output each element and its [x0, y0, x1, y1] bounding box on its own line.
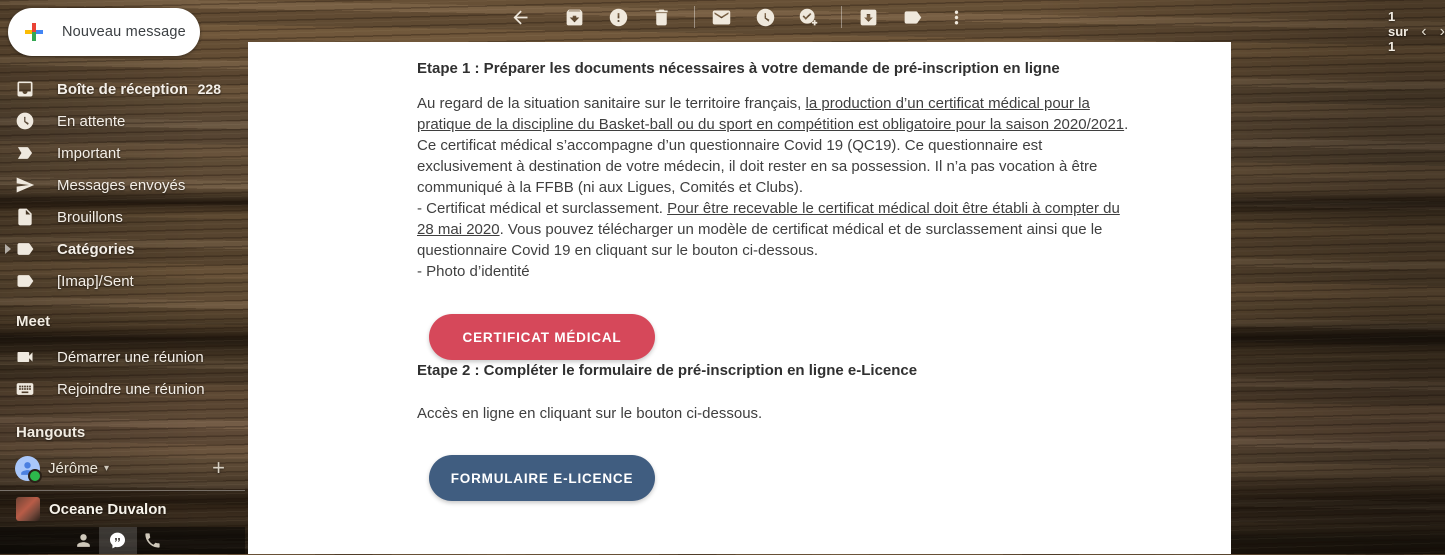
pagination — [1388, 9, 1445, 54]
more-options-icon[interactable] — [944, 5, 968, 29]
step2-heading: Etape 2 : Compléter le formulaire de pré-inscription en ligne e-Licence — [417, 362, 918, 379]
hangouts-bottom-bar — [0, 527, 245, 554]
toolbar-separator — [694, 6, 695, 28]
phone-icon[interactable] — [143, 531, 163, 551]
sidebar-item-drafts[interactable] — [0, 201, 245, 233]
paragraph-text: . Ce certificat médical s’accompagne d’un questionnaire Covid 19 (QC19). Ce questionnaire est exclusivement à destination de votre médecin, il doit rester en sa possession. Il n’a pas vocation à être communiqué à la FFBB (ni aux Ligues, Comités et Clubs). — [417, 116, 1129, 196]
mark-unread-icon[interactable] — [709, 5, 733, 29]
sidebar-item-label: Catégories — [57, 240, 135, 258]
formulaire-elicence-button[interactable]: FORMULAIRE E-LICENCE — [429, 455, 655, 501]
sidebar-item-label: [Imap]/Sent — [57, 272, 134, 290]
pagination-count: 1 sur 1 — [1388, 9, 1409, 54]
avatar — [15, 456, 40, 481]
inbox-icon — [15, 79, 35, 99]
move-to-icon[interactable] — [856, 5, 880, 29]
back-icon[interactable] — [508, 5, 532, 29]
contacts-icon[interactable] — [74, 531, 94, 551]
sidebar-item-label: Démarrer une réunion — [57, 348, 204, 366]
divider — [0, 490, 245, 491]
underlined-link-text[interactable]: la production d’un certificat médical pour la pratique de la discipline du Basket-ball ou du sport en compétition est obligatoire pour la saison 2020/2021 — [417, 95, 1125, 133]
email-body-panel — [248, 42, 1231, 554]
sidebar-item-label: En attente — [57, 112, 126, 130]
step1-heading: Etape 1 : Préparer les documents nécessaires à votre demande de pré-inscription en ligne — [417, 60, 1060, 77]
hangouts-section-header: Hangouts — [16, 424, 86, 441]
sidebar-item-label: Brouillons — [57, 208, 123, 226]
compose-plus-icon — [22, 20, 46, 44]
gmail-sidebar — [0, 0, 245, 554]
email-toolbar — [245, 0, 1445, 54]
important-marker-icon — [15, 143, 35, 163]
delete-icon[interactable] — [649, 5, 673, 29]
new-conversation-button[interactable]: + — [212, 455, 225, 480]
sidebar-item-sent[interactable] — [0, 169, 245, 201]
sidebar-item-inbox[interactable] — [0, 73, 245, 105]
compose-label: Nouveau message — [62, 24, 186, 40]
contact-avatar — [16, 497, 40, 521]
sidebar-item-snoozed[interactable] — [0, 105, 245, 137]
older-icon[interactable]: › — [1439, 22, 1445, 40]
sidebar-item-join-meeting[interactable] — [0, 373, 245, 405]
sidebar-item-categories[interactable] — [0, 233, 245, 265]
hangouts-user-row[interactable] — [0, 451, 245, 485]
sidebar-item-imap-sent[interactable] — [0, 265, 245, 297]
keyboard-icon — [15, 379, 35, 399]
hangouts-contact-name: Oceane Duvalon — [49, 500, 167, 518]
report-spam-icon[interactable] — [606, 5, 630, 29]
clock-icon — [15, 111, 35, 131]
archive-icon[interactable] — [562, 5, 586, 29]
online-status-dot — [28, 469, 42, 483]
sidebar-item-label: Rejoindre une réunion — [57, 380, 205, 398]
label-icon — [15, 271, 35, 291]
send-icon — [15, 175, 35, 195]
sidebar-item-important[interactable] — [0, 137, 245, 169]
sidebar-item-label: Messages envoyés — [57, 176, 186, 194]
toolbar-separator — [841, 6, 842, 28]
certificat-medical-button[interactable]: CERTIFICAT MÉDICAL — [429, 314, 655, 360]
snooze-icon[interactable] — [753, 5, 777, 29]
paragraph-2 — [417, 198, 1139, 282]
videocam-icon — [15, 347, 35, 367]
sidebar-item-label: Boîte de réception — [57, 80, 188, 98]
paragraph-3: Accès en ligne en cliquant sur le bouton ci-dessous. — [417, 405, 763, 422]
underlined-link-text[interactable]: Pour être recevable le certificat médical doit être établi à compter du 28 mai 2020 — [417, 200, 1120, 238]
compose-button[interactable] — [8, 8, 200, 56]
newer-icon[interactable]: ‹ — [1421, 22, 1427, 40]
paragraph-text: . Vous pouvez télécharger un modèle de certificat médical et de surclassement ainsi que le questionnaire Covid 19 en cliquant sur le bouton ci-dessous. — [417, 221, 1103, 259]
label-icon — [15, 239, 35, 259]
paragraph-text: Au regard de la situation sanitaire sur le territoire français, — [417, 95, 806, 112]
draft-icon — [15, 207, 35, 227]
photo-identite-line: - Photo d’identité — [417, 263, 530, 280]
add-to-tasks-icon[interactable] — [796, 5, 820, 29]
labels-icon[interactable] — [900, 5, 924, 29]
paragraph-1 — [417, 93, 1139, 198]
hangouts-user-name: Jérôme — [48, 459, 99, 477]
sidebar-item-new-meeting[interactable] — [0, 341, 245, 373]
hangouts-contact-row[interactable] — [0, 493, 245, 525]
hangouts-chat-icon[interactable] — [108, 531, 128, 551]
chevron-down-icon[interactable]: ▾ — [104, 462, 110, 474]
meet-section-header: Meet — [16, 313, 51, 330]
paragraph-text: - Certificat médical et surclassement. — [417, 200, 668, 217]
unread-count: 228 — [197, 81, 221, 97]
sidebar-item-label: Important — [57, 144, 121, 162]
expand-arrow-icon[interactable] — [5, 244, 11, 254]
